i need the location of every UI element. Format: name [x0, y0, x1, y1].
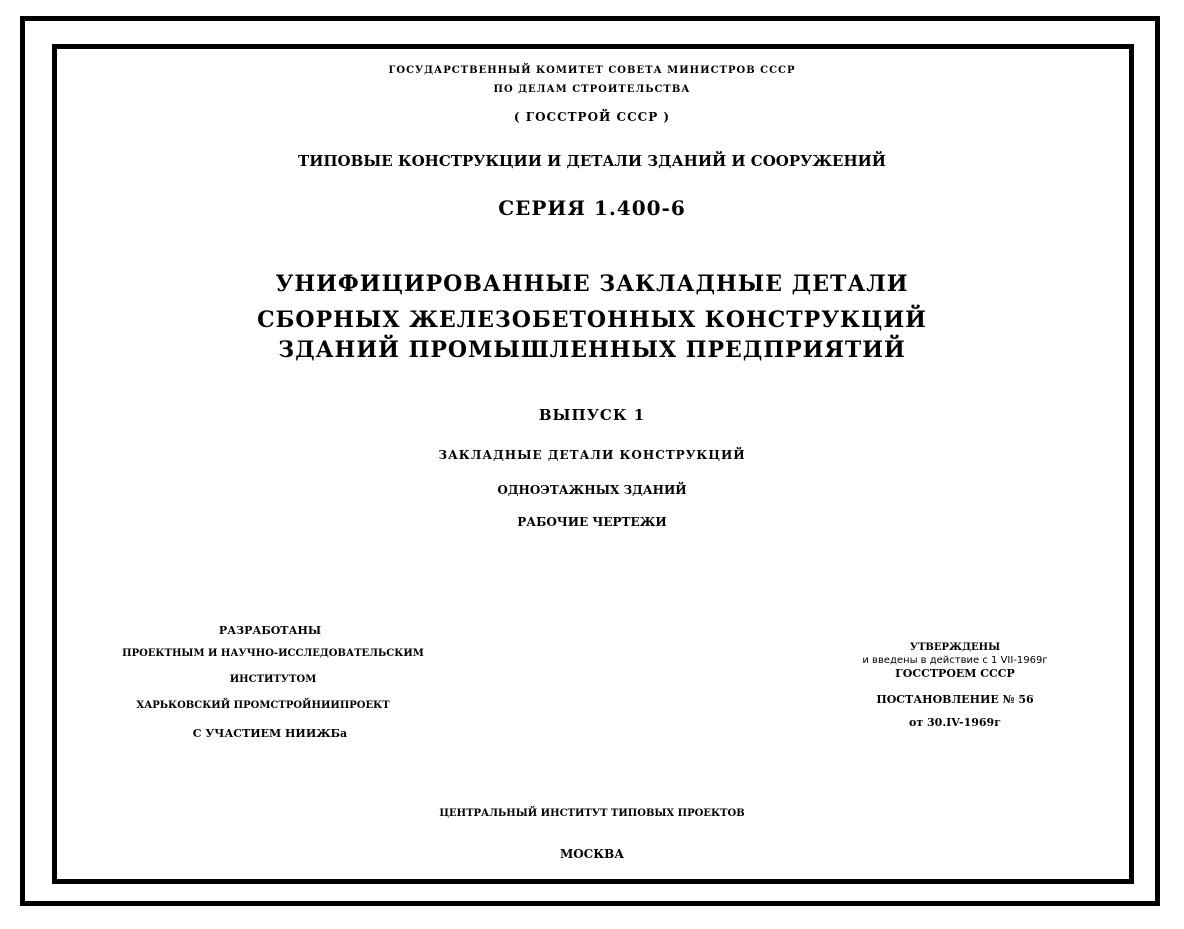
publisher-institute: ЦЕНТРАЛЬНЫЙ ИНСТИТУТ ТИПОВЫХ ПРОЕКТОВ: [439, 808, 745, 819]
developed-line-3: ИНСТИТУТОМ: [229, 674, 317, 685]
issue-line-3: РАБОЧИЕ ЧЕРТЕЖИ: [517, 515, 667, 529]
org-line-2: ПО ДЕЛАМ СТРОИТЕЛЬСТВА: [493, 84, 691, 95]
developed-line-1: РАЗРАБОТАНЫ: [218, 624, 322, 637]
inner-border: [52, 44, 1134, 884]
issue-line-2: ОДНОЭТАЖНЫХ ЗДАНИЙ: [497, 483, 687, 497]
developed-line-2: ПРОЕКТНЫМ И НАУЧНО-ИССЛЕДОВАТЕЛЬСКИМ: [122, 648, 424, 659]
main-title-line-3: ЗДАНИЙ ПРОМЫШЛЕННЫХ ПРЕДПРИЯТИЙ: [278, 337, 906, 363]
developed-line-4: ХАРЬКОВСКИЙ ПРОМСТРОЙНИИПРОЕКТ: [136, 700, 390, 711]
approved-line-5: от 30.IV-1969г: [909, 716, 1001, 729]
approved-line-4: ПОСТАНОВЛЕНИЕ № 56: [876, 693, 1034, 706]
approved-line-3: ГОССТРОЕМ СССР: [895, 667, 1015, 680]
issue-number: ВЫПУСК 1: [538, 406, 646, 424]
main-title-line-1: УНИФИЦИРОВАННЫЕ ЗАКЛАДНЫЕ ДЕТАЛИ: [275, 271, 909, 297]
org-line-1: ГОСУДАРСТВЕННЫЙ КОМИТЕТ СОВЕТА МИНИСТРОВ СССР: [388, 65, 796, 76]
approved-line-1: УТВЕРЖДЕНЫ: [909, 642, 1001, 653]
publisher-city: МОСКВА: [559, 847, 625, 861]
main-title-line-2: СБОРНЫХ ЖЕЛЕЗОБЕТОННЫХ КОНСТРУКЦИЙ: [257, 307, 927, 333]
developed-line-5: С УЧАСТИЕМ НИИЖБа: [192, 727, 348, 740]
approved-line-2: и введены в действие с 1 VII-1969г: [862, 655, 1048, 666]
series-number: СЕРИЯ 1.400-6: [498, 196, 686, 220]
issue-line-1: ЗАКЛАДНЫЕ ДЕТАЛИ КОНСТРУКЦИЙ: [438, 448, 746, 462]
org-short-name: ( ГОССТРОЙ СССР ): [513, 110, 671, 124]
document-category: ТИПОВЫЕ КОНСТРУКЦИИ И ДЕТАЛИ ЗДАНИЙ И СООРУЖЕНИЙ: [298, 152, 886, 170]
